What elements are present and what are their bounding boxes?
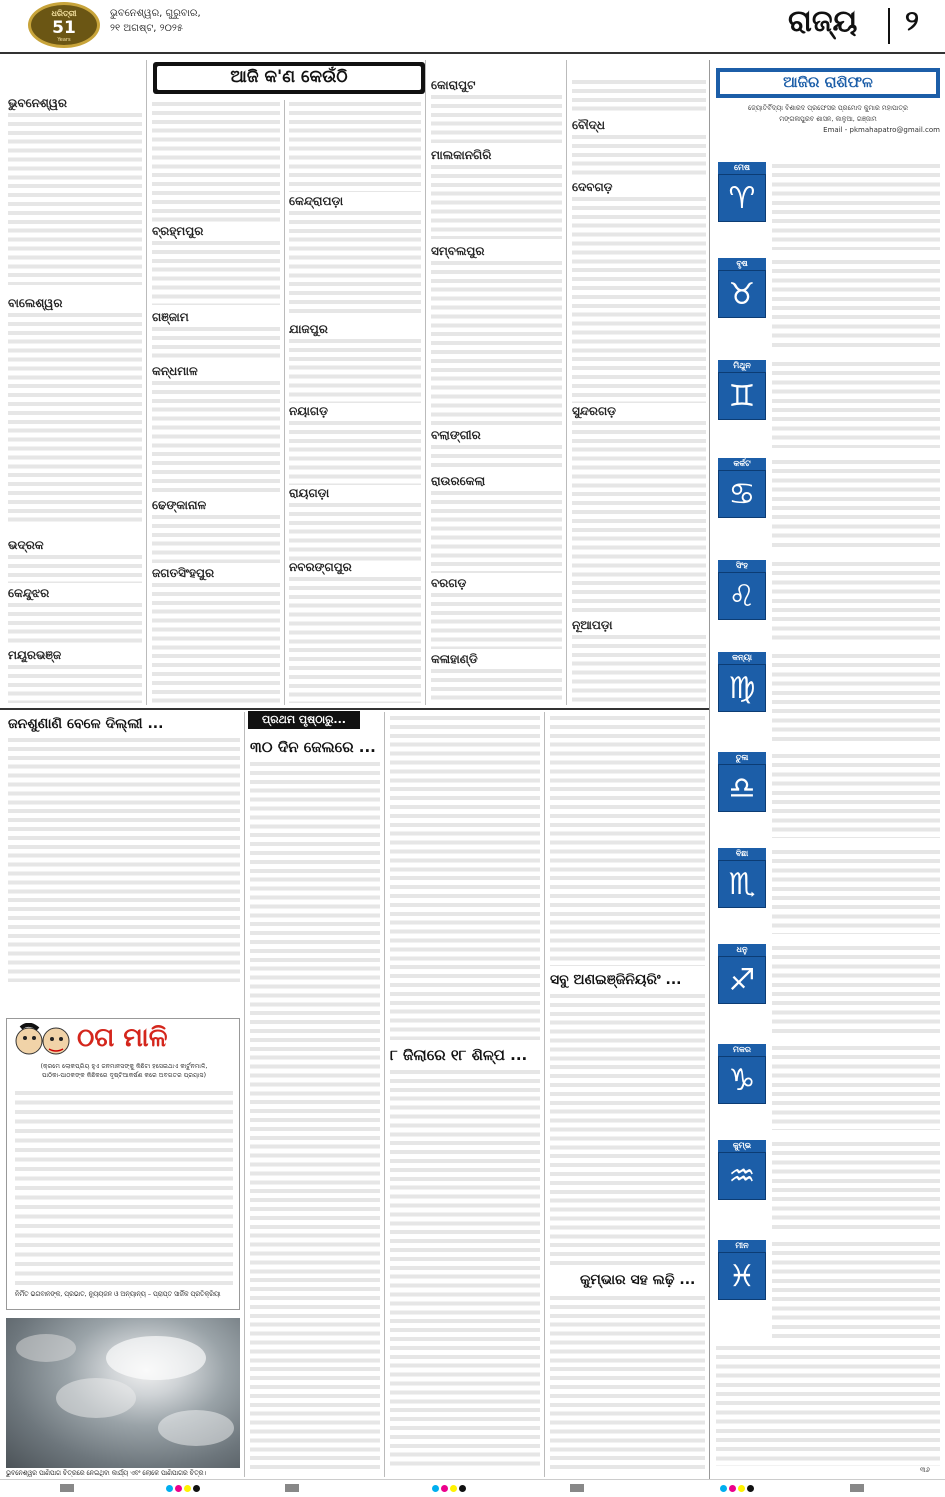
thirty-days-story: [250, 760, 380, 1470]
dateline-day: ଭୁବନେଶ୍ୱର, ଗୁରୁବାର,: [110, 8, 201, 19]
magenta-dot: [729, 1485, 736, 1492]
yellow-dot: [450, 1485, 457, 1492]
prathama-tag-label: ପ୍ରଥମ ପୃଷ୍ଠାରୁ...: [262, 713, 346, 726]
footer-page-code: ୩୬: [920, 1466, 930, 1474]
zodiac-icon: [718, 664, 766, 712]
horoscope-byline-2: ମଙ୍ଗଳାପୁରବ ଶାସନ, କାଳୁଆ, ଗଞ୍ଜାମ: [779, 115, 877, 123]
cloud-pattern: [6, 1318, 240, 1468]
badge-number: 51: [52, 18, 76, 38]
anniversary-badge: [28, 2, 100, 48]
weather-image: [6, 1318, 240, 1468]
thagamali-text: [15, 1089, 233, 1285]
district-text: [152, 581, 280, 703]
section-title: ରାଜ୍ୟ: [788, 4, 858, 39]
zodiac-glyph: ♐: [728, 962, 756, 998]
zodiac-forecast-text: [772, 848, 940, 934]
zodiac-sign-label: ତୁଳା: [718, 752, 766, 764]
district-text: [431, 259, 562, 425]
masthead: [0, 0, 945, 52]
zodiac-glyph: ♋: [728, 476, 756, 512]
zodiac-sign-label: ସିଂହ: [718, 560, 766, 572]
zodiac-glyph: ♓: [728, 1258, 756, 1294]
col-divider: [284, 100, 285, 705]
zodiac-forecast-text: [772, 1240, 940, 1340]
district-text: [572, 419, 706, 617]
district-heading: ବାଲେଶ୍ୱର: [8, 296, 63, 310]
zodiac-sign-label: ବିଛା: [718, 848, 766, 860]
district-text: [8, 663, 142, 703]
registration-bar: [850, 1484, 864, 1492]
zodiac-forecast-text: [772, 560, 940, 642]
district-heading: ଦେବଗଡ଼: [572, 180, 613, 194]
dateline-date: ୨୧ ଅଗଷ୍ଟ, ୨୦୨୫: [110, 23, 184, 34]
district-text: [431, 163, 562, 239]
district-text: [431, 93, 562, 143]
zodiac-sign-label: କୁମ୍ଭ: [718, 1140, 766, 1152]
thagamali-title: ଠଗ ମାଳି: [77, 1023, 168, 1053]
prathama-tag: [248, 711, 360, 729]
district-heading: ବୌଦ୍ଧ: [572, 118, 605, 132]
district-text: [8, 111, 142, 285]
zodiac-glyph: ♑: [728, 1062, 756, 1098]
district-heading: କନ୍ଧମାଳ: [152, 364, 198, 378]
col-divider: [384, 712, 385, 1477]
horoscope-title-box: [716, 68, 940, 98]
zodiac-glyph: ♒: [728, 1158, 756, 1194]
district-heading: କୋରାପୁଟ: [431, 78, 476, 92]
zodiac-sign-label: ମେଷ: [718, 162, 766, 174]
registration-bar: [285, 1484, 299, 1492]
district-text: [289, 501, 421, 561]
col-divider: [544, 712, 545, 1477]
district-heading: ନବରଙ୍ଗପୁର: [289, 560, 352, 574]
events-banner: [153, 62, 425, 94]
district-text: [289, 209, 421, 317]
zodiac-glyph: ♊: [728, 378, 756, 414]
district-heading: ନୟାଗଡ଼: [289, 404, 329, 418]
zodiac-glyph: ♍: [728, 670, 756, 706]
district-text: [289, 337, 421, 403]
district-heading: ନୂଆପଡ଼ା: [572, 618, 613, 632]
zodiac-glyph: ♉: [728, 276, 756, 312]
district-heading: ମାଲକାନଗିରି: [431, 148, 492, 162]
magenta-dot: [175, 1485, 182, 1492]
weather-caption: ଭୁବନେଶ୍ୱର ପାଣିପାଗ ଚିତ୍ରରେ ନେଇଥିବା କାର୍ଯ୍ୟ ଏବଂ ଲୋକେ ପାଣିପାଗର ଚିତ୍ର।: [6, 1470, 207, 1477]
district-heading: ଭୁବନେଶ୍ୱର: [8, 96, 67, 110]
col-divider: [146, 60, 147, 705]
district-text: [572, 133, 706, 179]
district-text: [289, 419, 421, 485]
zodiac-sign-label: ମିଥୁନ: [718, 360, 766, 372]
zodiac-glyph: ♈: [728, 180, 756, 216]
masthead-rule: [0, 52, 945, 54]
district-heading: କେନ୍ଦୁଝର: [8, 586, 50, 600]
badge-label: ଧରିତ୍ରୀ: [51, 9, 77, 18]
district-text: [431, 667, 562, 703]
zodiac-icon: [718, 1252, 766, 1300]
registration-bar: [60, 1484, 74, 1492]
sabu-story: [550, 992, 705, 1268]
district-text: [8, 553, 142, 583]
zodiac-sign-label: କର୍କଟ: [718, 458, 766, 470]
district-heading: ସୁନ୍ଦରଗଡ଼: [572, 404, 617, 418]
district-text: [8, 311, 142, 525]
district-text: [289, 575, 421, 703]
thagamali-subtitle-2: ପାଠିକା-ପାଠକଙ୍କ କିଛିକରେ ଦୃଷ୍ଟିଆକର୍ଷଣ କରେ ଅବଗତର ପ୍ରୟାସ): [41, 1072, 207, 1079]
zodiac-sign-label: ମକର: [718, 1044, 766, 1056]
district-text: [8, 601, 142, 643]
district-heading: ଢେଙ୍କାନାଳ: [152, 498, 207, 512]
district-heading: କେନ୍ଦ୍ରାପଡ଼ା: [289, 194, 344, 208]
zodiac-glyph: ♌: [728, 578, 756, 614]
delhi-headline: ଜନଶୁଣାଣି ବେଳେ ଦିଲ୍ଲୀ ...: [8, 716, 164, 732]
district-text: [572, 78, 706, 114]
zodiac-forecast-text: [772, 1044, 940, 1130]
zodiac-forecast-text: [772, 162, 940, 250]
zodiac-icon: [718, 270, 766, 318]
zodiac-icon: [718, 956, 766, 1004]
black-dot: [193, 1485, 200, 1492]
zodiac-sign-label: ମୀନ: [718, 1240, 766, 1252]
black-dot: [459, 1485, 466, 1492]
magenta-dot: [441, 1485, 448, 1492]
black-dot: [747, 1485, 754, 1492]
footer-rule: [0, 1479, 945, 1480]
district-text: [152, 379, 280, 495]
zodiac-icon: [718, 572, 766, 620]
registration-bar: [570, 1484, 584, 1492]
thagamali-subtitle: (କ୍ରମେ ଲୋକପ୍ରିୟ ହୁଏ ଜନମାନସଙ୍କୁ କିଛିଟା ହସେଇଥାଏ କାର୍ଟୁନମାଳି,: [40, 1063, 208, 1070]
eight-districts-headline: ୮ ଜିଲାରେ ୧୮ ଶିଳ୍ପ ...: [390, 1046, 528, 1064]
zodiac-glyph: ♏: [728, 866, 756, 902]
district-heading: ବଲାଙ୍ଗୀର: [431, 428, 481, 442]
delhi-story: [8, 736, 240, 982]
kumbha-headline: କୁମ୍ଭାର ସହ ଲଢ଼ି ...: [580, 1272, 696, 1288]
district-text: [572, 633, 706, 703]
section-divider: [888, 8, 890, 44]
zodiac-icon: [718, 764, 766, 812]
eight-districts-story: [390, 1068, 540, 1470]
zodiac-glyph: ♎: [728, 770, 756, 806]
district-heading: ଭଦ୍ରକ: [8, 538, 44, 552]
cartoon-faces-icon: [13, 1023, 73, 1061]
zodiac-forecast-text: [772, 944, 940, 1034]
thagamali-closing: ନିର୍ମିତ ଭଗବାନଙ୍କ, ପ୍ରଭାତ, ନ୍ୟୁୟଜନ ଓ ଅନ୍ୟାନ୍ୟ – ପ୍ରାପ୍ତ ସାର୍ଜିକ ପ୍ରତିକ୍ରିୟା: [15, 1291, 221, 1298]
sabu-headline: ସବୁ ଅଣଇଞ୍ଜିନିୟରିଂ ...: [550, 972, 682, 988]
district-text: [152, 325, 280, 361]
cyan-dot: [432, 1485, 439, 1492]
zodiac-forecast-text: [772, 1140, 940, 1230]
district-heading: ରାୟଗଡ଼ା: [289, 486, 330, 500]
col-divider: [244, 712, 245, 1477]
district-heading: ରାଉରକେଲା: [431, 474, 486, 488]
district-text: [152, 513, 280, 563]
zodiac-icon: [718, 860, 766, 908]
district-text: [431, 489, 562, 573]
yellow-dot: [184, 1485, 191, 1492]
district-text: [431, 443, 562, 471]
district-heading: ଗଞ୍ଜାମ: [152, 310, 189, 324]
zodiac-icon: [718, 372, 766, 420]
thagamali-box: [6, 1018, 240, 1310]
zodiac-icon: [718, 1056, 766, 1104]
district-heading: ମୟୂରଭଞ୍ଜ: [8, 648, 62, 662]
district-text: [431, 591, 562, 649]
events-banner-title: ଆଜି କ'ଣ କେଉଁଠି: [230, 67, 348, 87]
district-text: [289, 100, 421, 192]
horoscope-email: Email - pkmahapatro@gmail.com: [823, 126, 940, 134]
district-heading: ବରଗଡ଼: [431, 576, 467, 590]
zodiac-forecast-text: [772, 458, 940, 550]
panjika-text: [716, 1344, 940, 1466]
cyan-dot: [720, 1485, 727, 1492]
district-heading: ସମ୍ବଲପୁର: [431, 244, 485, 258]
col-divider: [566, 60, 567, 705]
badge-sub: Years: [57, 37, 71, 43]
zodiac-forecast-text: [772, 360, 940, 448]
dateline: [110, 6, 201, 36]
zodiac-sign-label: କନ୍ୟା: [718, 652, 766, 664]
zodiac-sign-label: ବୃଷ: [718, 258, 766, 270]
col-story: [390, 714, 540, 1040]
district-text: [152, 100, 280, 224]
thirty-days-headline: ୩୦ ଦିନ ଜେଲରେ ...: [250, 738, 376, 756]
page-number: ୨: [905, 4, 919, 37]
zodiac-icon: [718, 1152, 766, 1200]
kumbha-story: [550, 1294, 705, 1470]
horoscope-title: ଆଜିର ରାଶିଫଳ: [783, 73, 873, 91]
district-heading: ଯାଜପୁର: [289, 322, 328, 336]
zodiac-sign-label: ଧନୁ: [718, 944, 766, 956]
district-text: [572, 195, 706, 403]
col-divider: [709, 60, 710, 1480]
district-heading: କଳାହାଣ୍ଡି: [431, 652, 478, 666]
district-heading: ଜଗତସିଂହପୁର: [152, 566, 215, 580]
yellow-dot: [738, 1485, 745, 1492]
district-text: [152, 239, 280, 305]
col-story: [550, 714, 705, 966]
district-heading: ବ୍ରହ୍ମପୁର: [152, 224, 204, 238]
section-rule: [0, 708, 709, 710]
cartoon-faces: [13, 1023, 73, 1061]
zodiac-forecast-text: [772, 752, 940, 838]
zodiac-icon: [718, 174, 766, 222]
horoscope-byline: ଜ୍ୟୋତିର୍ବିଦ୍ୟା ବିଶାରଦ ପ୍ରଫେସର ପ୍ରମୋଦ କୁମାର ମହାପାତ୍ର: [748, 104, 908, 112]
zodiac-forecast-text: [772, 652, 940, 742]
cyan-dot: [166, 1485, 173, 1492]
col-divider: [425, 60, 426, 705]
zodiac-icon: [718, 470, 766, 518]
zodiac-forecast-text: [772, 258, 940, 350]
